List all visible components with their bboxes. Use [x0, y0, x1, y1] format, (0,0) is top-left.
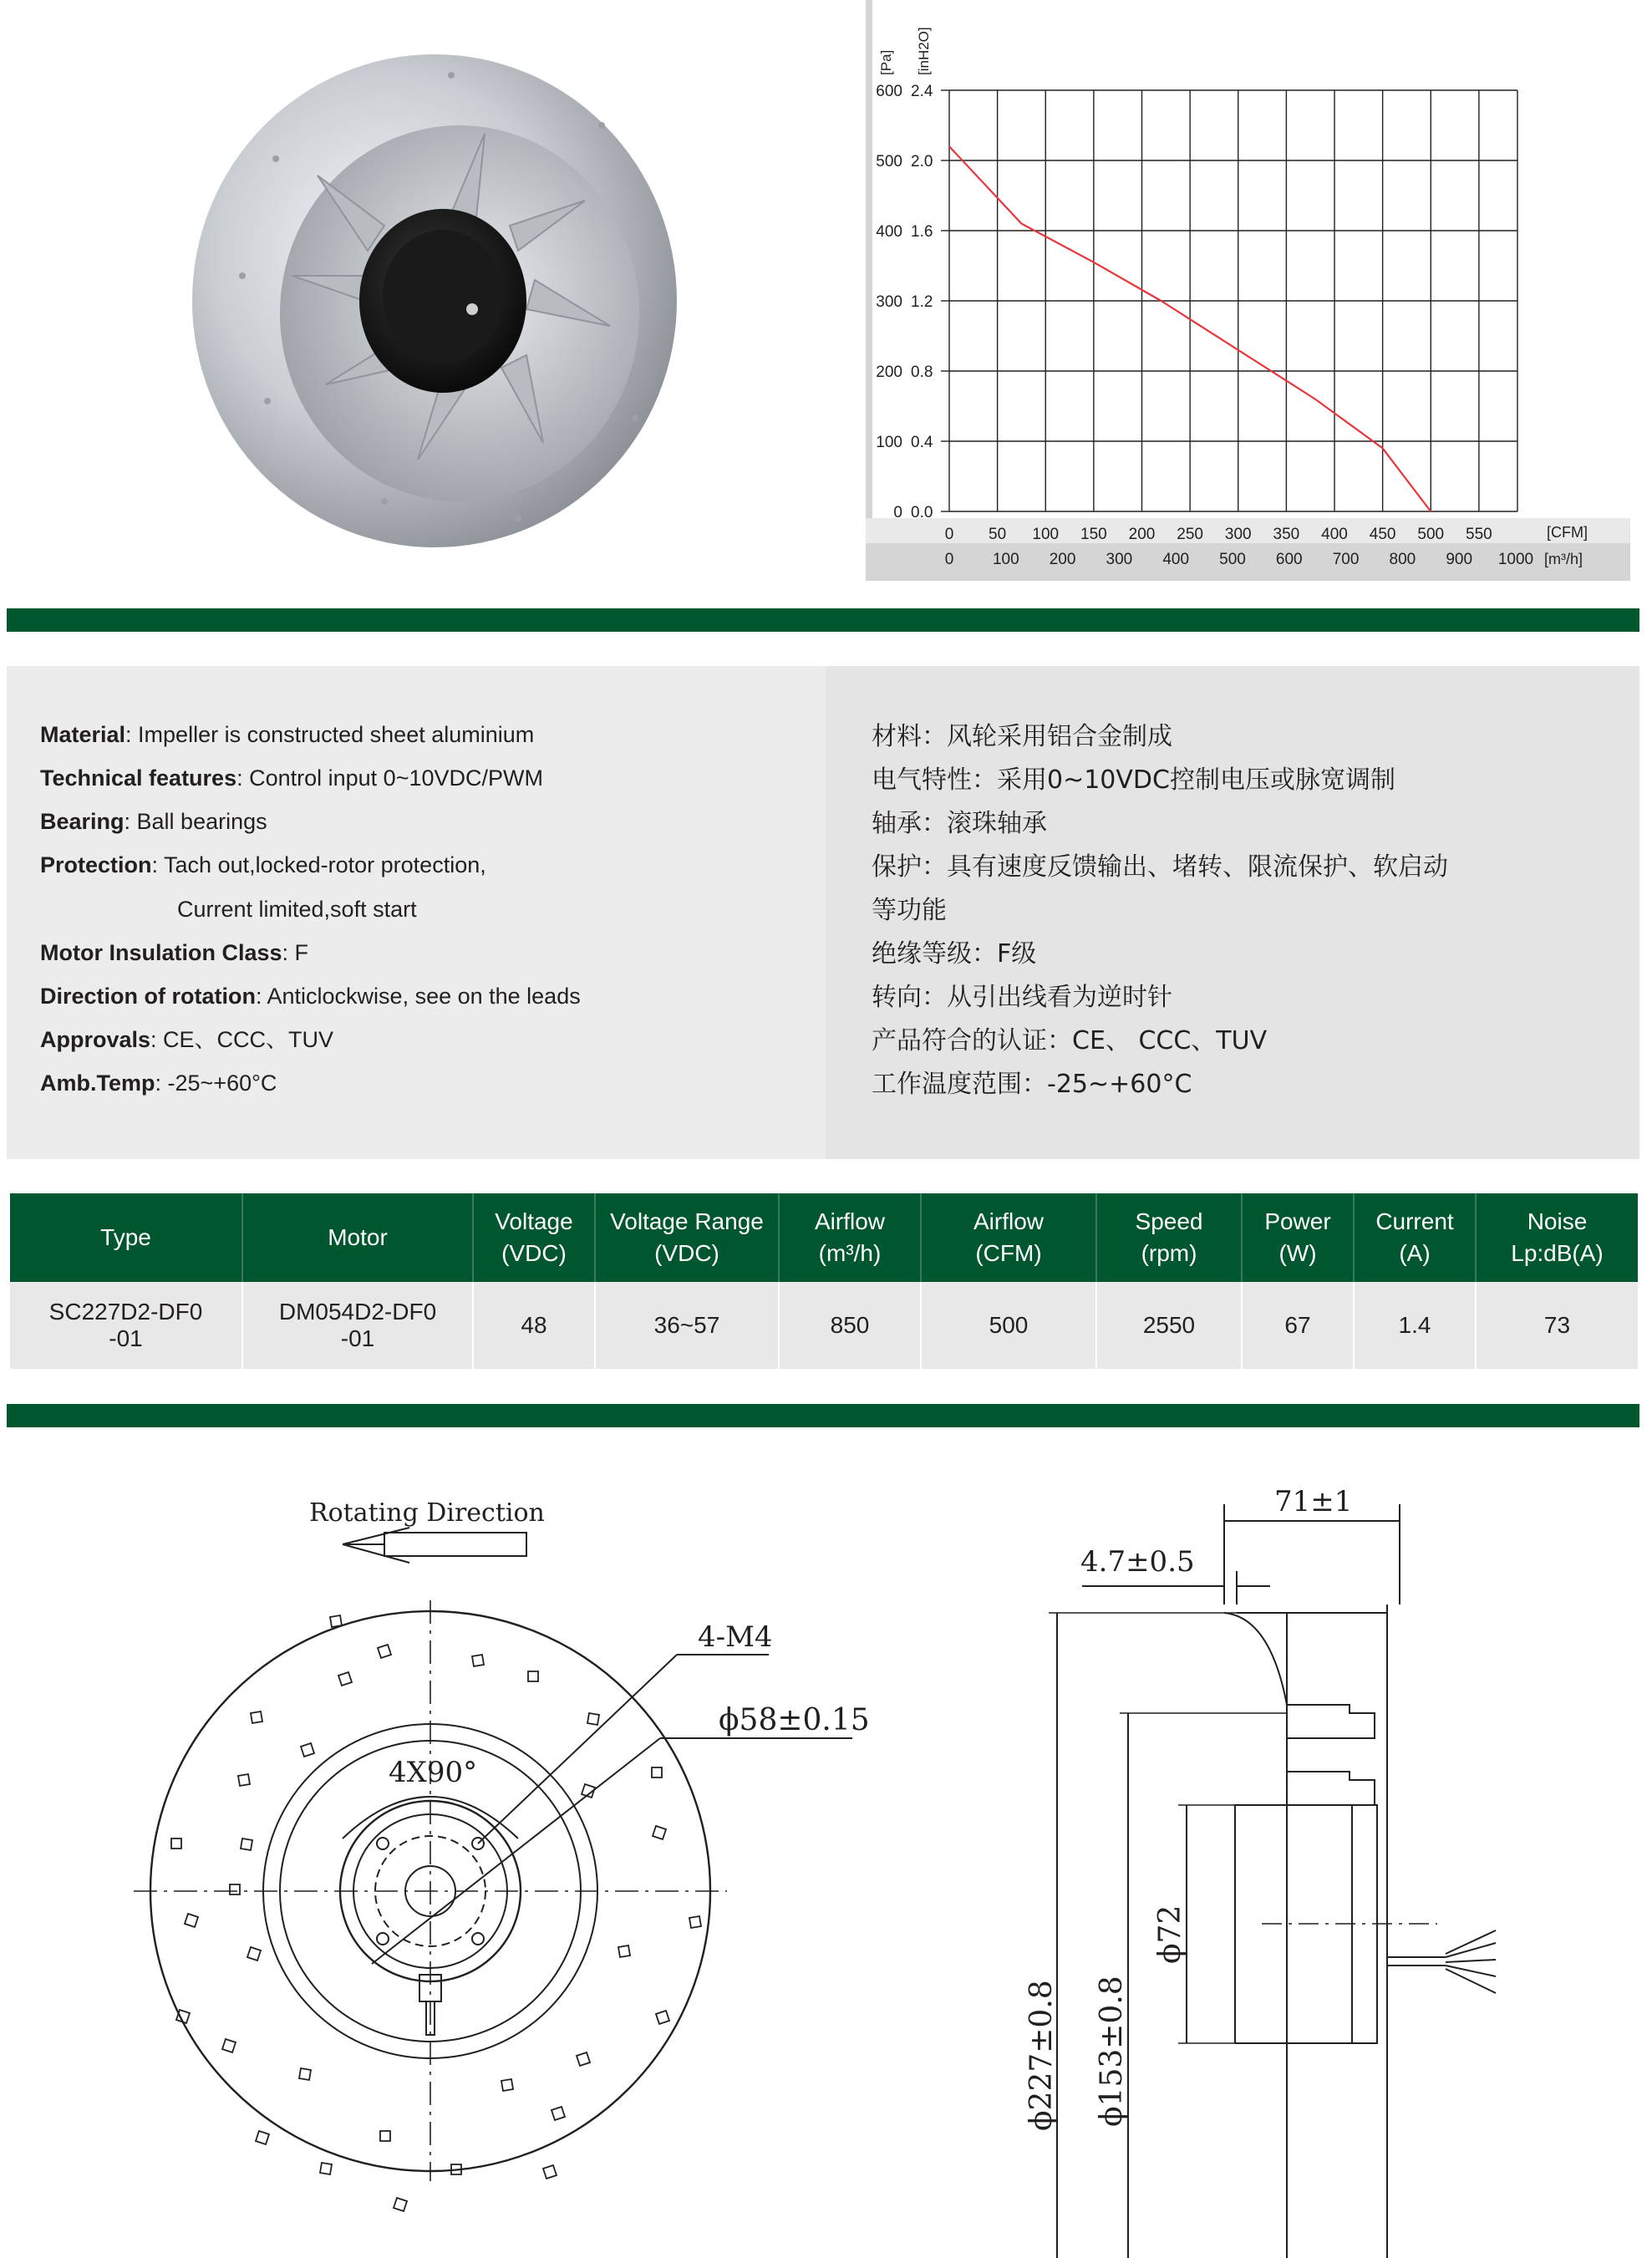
cn-spec-temp: 工作温度范围：-25~+60°C — [872, 1070, 1192, 1099]
divider-bar-bottom — [7, 1404, 1639, 1427]
x-tick-m3h: 900 — [1446, 551, 1473, 568]
divider-bar-top — [7, 608, 1639, 632]
y-tick-pa: 400 — [876, 223, 902, 241]
header-current: Current (A) — [1354, 1193, 1476, 1282]
fan-photo — [167, 25, 702, 560]
x-tick-m3h: 600 — [1275, 551, 1303, 568]
cell-type: SC227D2-DF0 -01 — [10, 1282, 242, 1369]
cell-voltage: 48 — [473, 1282, 595, 1369]
depth-label: 71±1 — [1274, 1485, 1353, 1518]
y-tick-pa: 500 — [876, 153, 902, 170]
x-tick-cfm: 150 — [1080, 526, 1107, 543]
cell-airflow-cfm: 500 — [921, 1282, 1096, 1369]
y-tick-inh2o: 2.0 — [911, 153, 933, 170]
x-tick-m3h: 100 — [992, 551, 1019, 568]
x-tick-m3h: 300 — [1106, 551, 1133, 568]
x-tick-cfm: 500 — [1417, 526, 1445, 543]
header-airflow-m3h: Airflow (m³/h) — [779, 1193, 921, 1282]
holes-label: 4-M4 — [698, 1620, 773, 1654]
rotating-direction-label: Rotating Direction — [309, 1498, 545, 1528]
cn-spec-protection-cont: 等功能 — [872, 896, 947, 925]
cell-power: 67 — [1242, 1282, 1354, 1369]
cell-noise: 73 — [1476, 1282, 1638, 1369]
y-tick-pa: 200 — [876, 364, 902, 381]
x-tick-cfm: 100 — [1032, 526, 1060, 543]
offset-label: 4.7±0.5 — [1080, 1545, 1195, 1579]
y-tick-pa: 300 — [876, 293, 902, 311]
header-noise: Noise Lp:dB(A) — [1476, 1193, 1638, 1282]
cell-motor: DM054D2-DF0 -01 — [242, 1282, 473, 1369]
y-tick-pa: 600 — [876, 83, 902, 100]
x-tick-cfm: 250 — [1177, 526, 1203, 543]
table-row — [10, 1282, 1638, 1369]
cn-spec-electrical: 电气特性：采用0~10VDC控制电压或脉宽调制 — [872, 765, 1395, 795]
angle-label: 4X90° — [389, 1756, 478, 1789]
x-tick-m3h: 400 — [1162, 551, 1190, 568]
spec-protection-cont: Current limited,soft start — [177, 897, 417, 922]
spec-insulation-class: Motor Insulation Class: F — [40, 940, 309, 965]
spec-material: Material: Impeller is constructed sheet aluminium — [40, 722, 535, 747]
table-header-row — [10, 1193, 1638, 1282]
y-tick-inh2o: 1.2 — [911, 293, 933, 311]
cn-spec-protection: 保护：具有速度反馈输出、堵转、限流保护、软启动 — [872, 852, 1448, 882]
side-view-labels — [1024, 1485, 1356, 2258]
x-tick-m3h: 0 — [944, 551, 954, 568]
header-voltage: Voltage (VDC) — [473, 1193, 595, 1282]
header-motor: Motor — [242, 1193, 473, 1282]
x-tick-cfm: 550 — [1466, 526, 1492, 543]
y-tick-pa: 100 — [876, 434, 902, 451]
spec-bearing: Bearing: Ball bearings — [40, 809, 267, 834]
cn-spec-approvals: 产品符合的认证：CE、 CCC、TUV — [872, 1026, 1268, 1055]
cell-voltage-range: 36~57 — [595, 1282, 779, 1369]
cn-spec-bearing: 轴承：滚珠轴承 — [872, 809, 1047, 838]
x-tick-m3h: 500 — [1219, 551, 1246, 568]
x-tick-m3h: 1000 — [1497, 551, 1534, 568]
spec-technical-features: Technical features: Control input 0~10VDC/PWM — [40, 765, 543, 791]
cell-airflow-m3h: 850 — [779, 1282, 921, 1369]
x-tick-cfm: 0 — [944, 526, 954, 543]
spec-table — [10, 1193, 1638, 1369]
cn-spec-direction: 转向：从引出线看为逆时针 — [872, 983, 1172, 1012]
technical-drawings — [0, 1437, 1652, 2258]
header-voltage-range: Voltage Range (VDC) — [595, 1193, 779, 1282]
cell-current: 1.4 — [1354, 1282, 1476, 1369]
y-tick-inh2o: 0.8 — [911, 364, 933, 381]
spec-amb-temp: Amb.Temp: -25~+60°C — [40, 1071, 277, 1096]
y-tick-inh2o: 0.4 — [911, 434, 933, 451]
spec-approvals: Approvals: CE、CCC、TUV — [40, 1027, 334, 1052]
y-unit-inh2o: [inH2O] — [916, 27, 932, 75]
pcd-label: ϕ58±0.15 — [719, 1703, 870, 1737]
x-tick-m3h: 800 — [1389, 551, 1416, 568]
cell-speed: 2550 — [1096, 1282, 1242, 1369]
chart-frame-left — [866, 0, 872, 581]
y-tick-pa: 0 — [893, 504, 902, 521]
x-tick-m3h: 700 — [1332, 551, 1360, 568]
x-unit-cfm: [CFM] — [1547, 524, 1588, 541]
pressure-flow-chart — [866, 0, 1643, 585]
header-type: Type — [10, 1193, 242, 1282]
y-tick-inh2o: 0.0 — [911, 504, 933, 521]
cn-spec-insulation: 绝缘等级：F级 — [872, 939, 1037, 969]
spec-protection: Protection: Tach out,locked-rotor protection, — [40, 852, 486, 877]
x-tick-cfm: 400 — [1321, 526, 1348, 543]
x-tick-m3h: 200 — [1049, 551, 1076, 568]
x-tick-cfm: 50 — [989, 526, 1007, 543]
x-unit-m3h: [m³/h] — [1544, 551, 1583, 567]
x-tick-cfm: 350 — [1273, 526, 1300, 543]
y-tick-inh2o: 2.4 — [911, 83, 933, 100]
header-speed: Speed (rpm) — [1096, 1193, 1242, 1282]
outer-dia-label: ϕ227±0.8 — [1024, 1980, 1059, 2131]
x-tick-cfm: 200 — [1128, 526, 1156, 543]
x-tick-cfm: 300 — [1224, 526, 1252, 543]
chart-svg — [866, 0, 1643, 585]
x-tick-cfm: 450 — [1369, 526, 1396, 543]
spec-direction: Direction of rotation: Anticlockwise, see on the leads — [40, 984, 581, 1009]
cn-spec-material: 材料：风轮采用铝合金制成 — [872, 722, 1172, 751]
y-tick-inh2o: 1.6 — [911, 223, 933, 241]
side-view-drawing — [1049, 1504, 1496, 2258]
header-airflow-cfm: Airflow (CFM) — [921, 1193, 1096, 1282]
y-unit-pa: [Pa] — [878, 49, 894, 75]
inlet-dia-label: ϕ153±0.8 — [1095, 1976, 1129, 2127]
motor-dia-label: ϕ72 — [1153, 1905, 1187, 1964]
header-power: Power (W) — [1242, 1193, 1354, 1282]
